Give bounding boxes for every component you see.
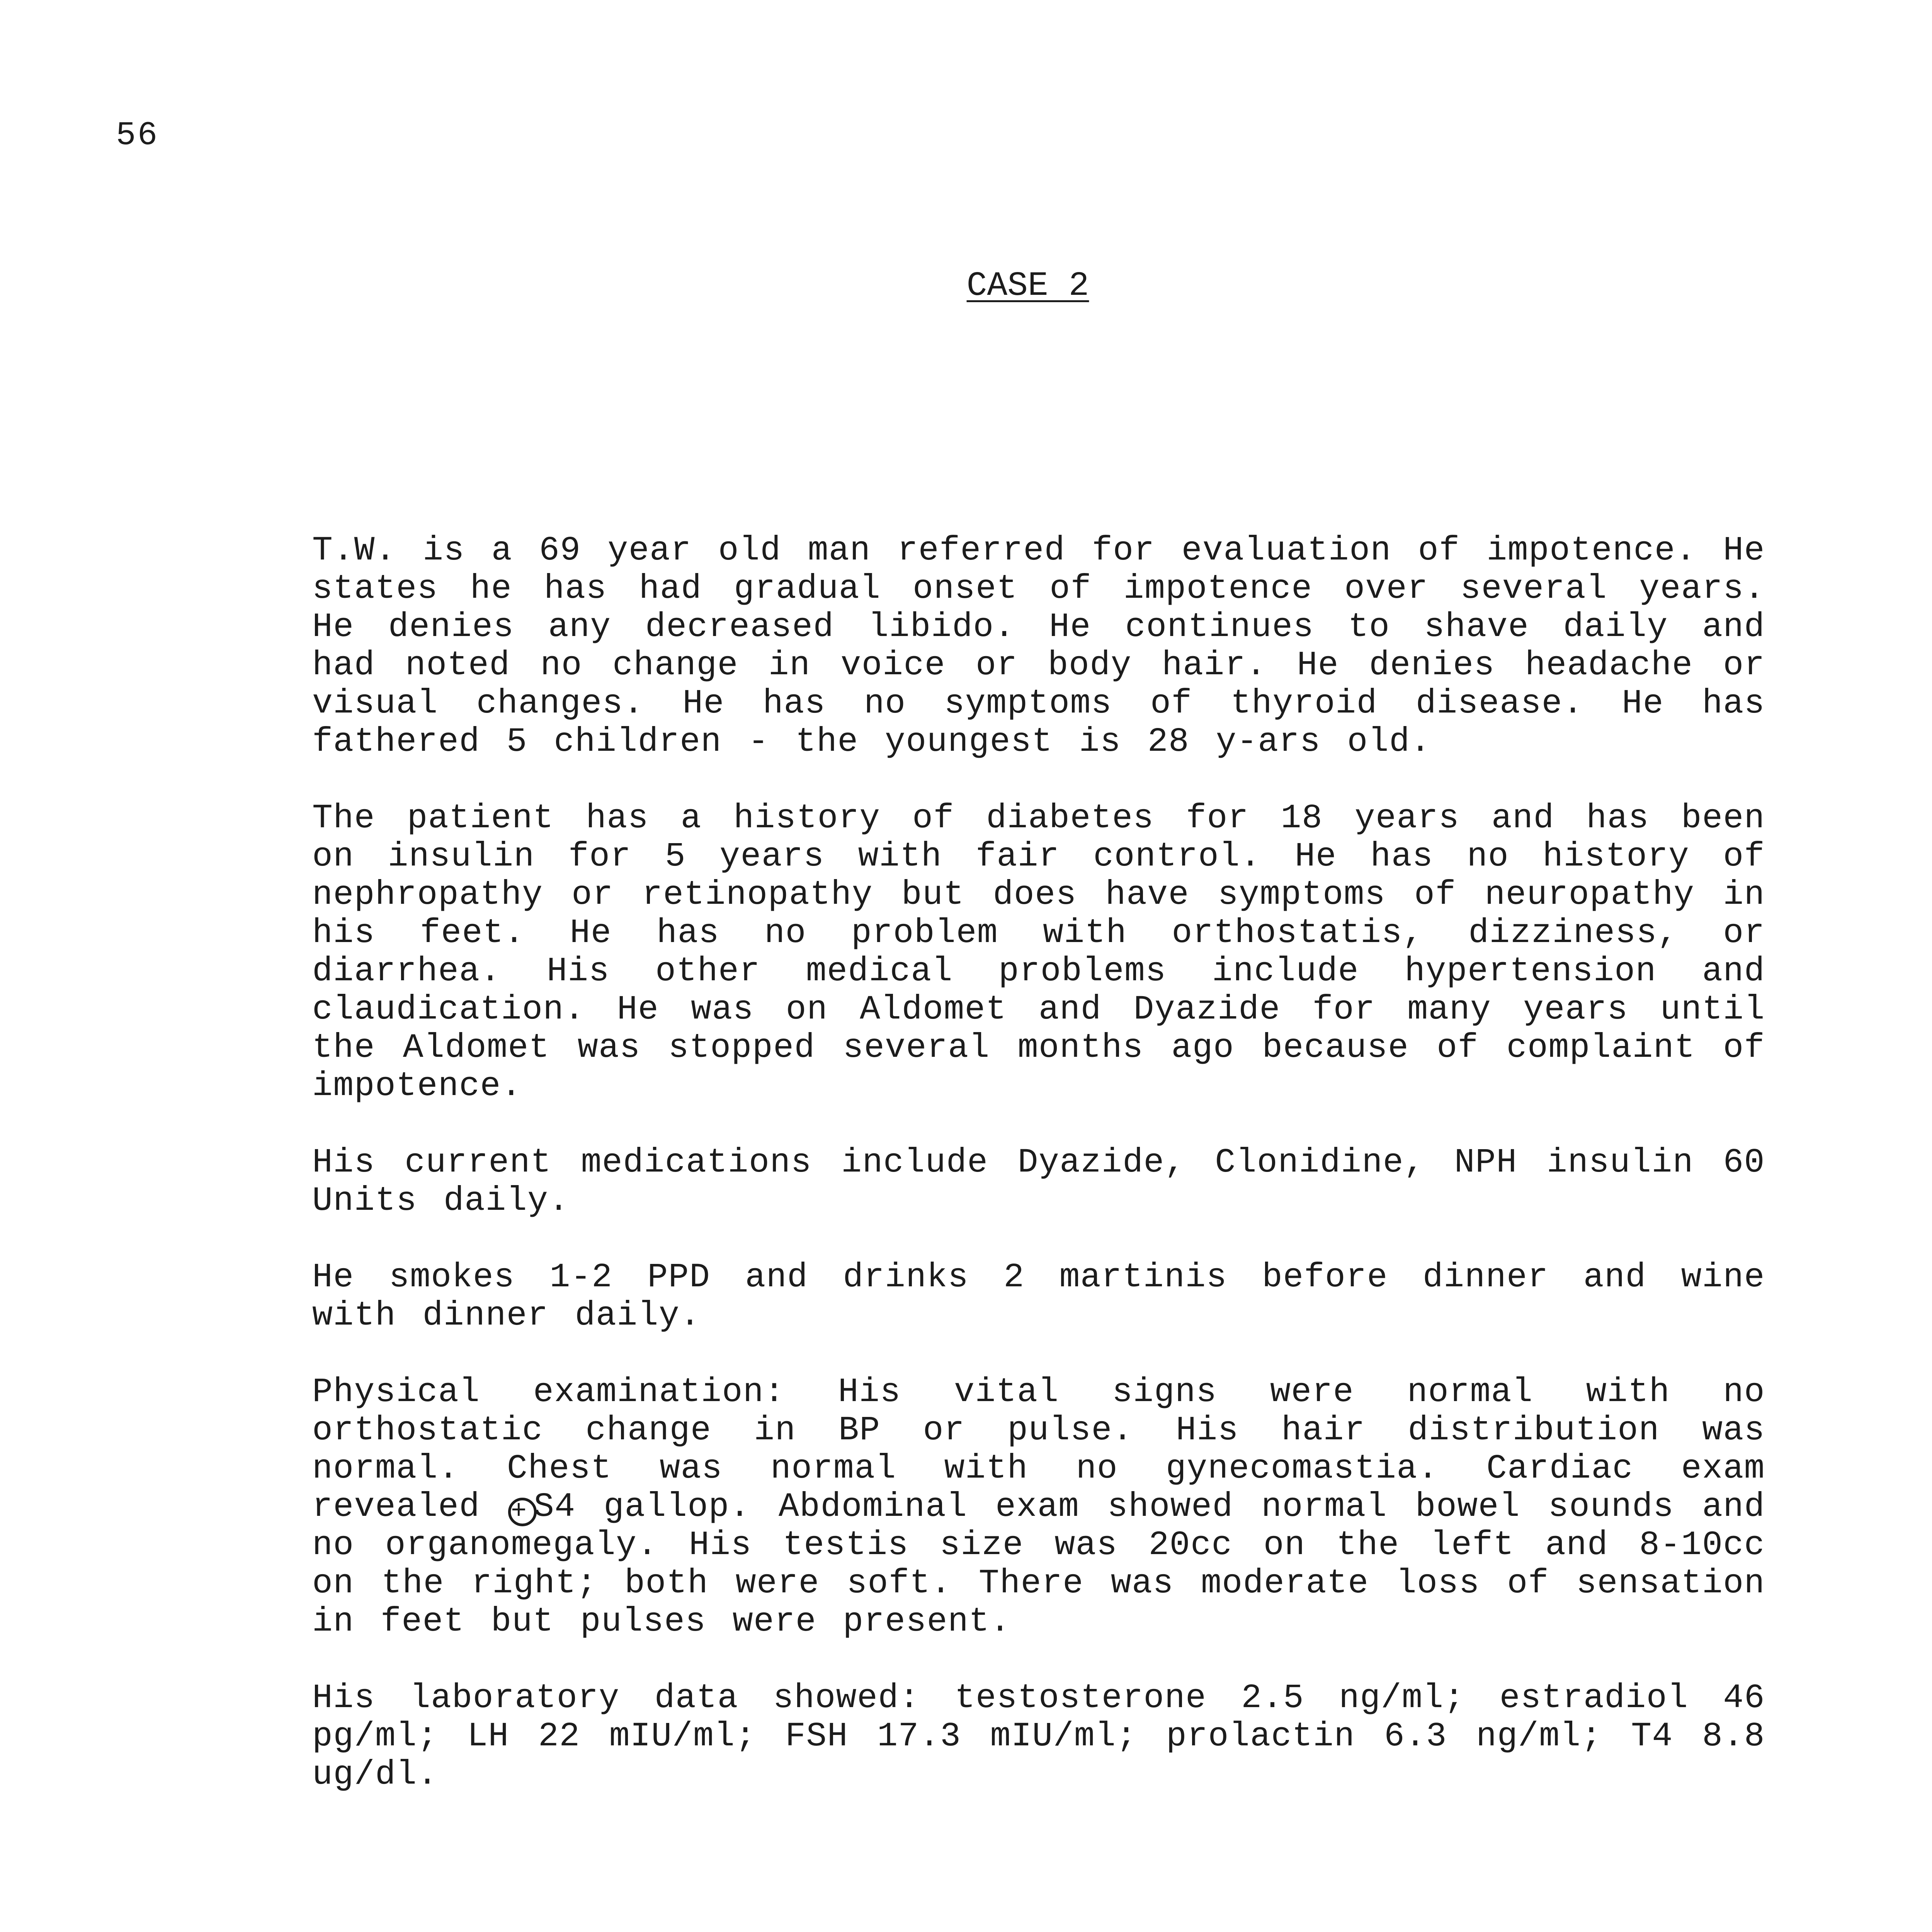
page-number: 56 — [116, 116, 159, 154]
exam-text-before: Physical examination: His vital signs were normal with no orthostatic change in BP or pulse. His hair distribution was normal. Chest was normal with no gynecomastia. Cardiac exam revealed — [312, 1373, 1765, 1526]
case-title — [0, 265, 1932, 308]
medications-paragraph: His current medications include Dyazide, Clonidine, NPH insulin 60 Units daily. — [312, 1144, 1765, 1220]
lab-data-paragraph: His laboratory data showed: testosterone 2.5 ng/ml; estradiol 46 pg/ml; LH 22 mIU/ml; FSH 17.3 mIU/ml; prolactin 6.3 ng/ml; T4 8.8 ug/dl. — [312, 1679, 1765, 1794]
case-title-text: CASE 2 — [966, 267, 1089, 305]
physical-exam-paragraph — [312, 1373, 1765, 1641]
medical-history-paragraph: The patient has a history of diabetes for 18 years and has been on insulin for 5 years with fair control. He has no history of nephropathy or retinopathy but does have symptoms of neuropathy in his feet. He has no problem with orthostatis, dizziness, or diarrhea. His other medical problems include hypertension and claudication. He was on Aldomet and Dyazide for many years until the Aldomet was stopped several months ago because of complaint of impotence. — [312, 799, 1765, 1105]
exam-text-after: S4 gallop. Abdominal exam showed normal bowel sounds and no organomegaly. His testis size was 20cc on the left and 8-10cc on the right; both were soft. There was moderate loss of sensation in feet but pulses were present. — [312, 1488, 1765, 1641]
habits-paragraph: He smokes 1-2 PPD and drinks 2 martinis before dinner and wine with dinner daily. — [312, 1259, 1765, 1335]
patient-history-paragraph: T.W. is a 69 year old man referred for evaluation of impotence. He states he has had gradual onset of impotence over several years. He denies any decreased libido. He continues to shave daily and had noted no change in voice or body hair. He denies headache or visual changes. He has no symptoms of thyroid disease. He has fathered 5 children - the youngest is 28 y-ars old. — [312, 532, 1765, 761]
case-body — [312, 532, 1765, 1832]
handwritten-circled-plus: + — [508, 1498, 537, 1526]
